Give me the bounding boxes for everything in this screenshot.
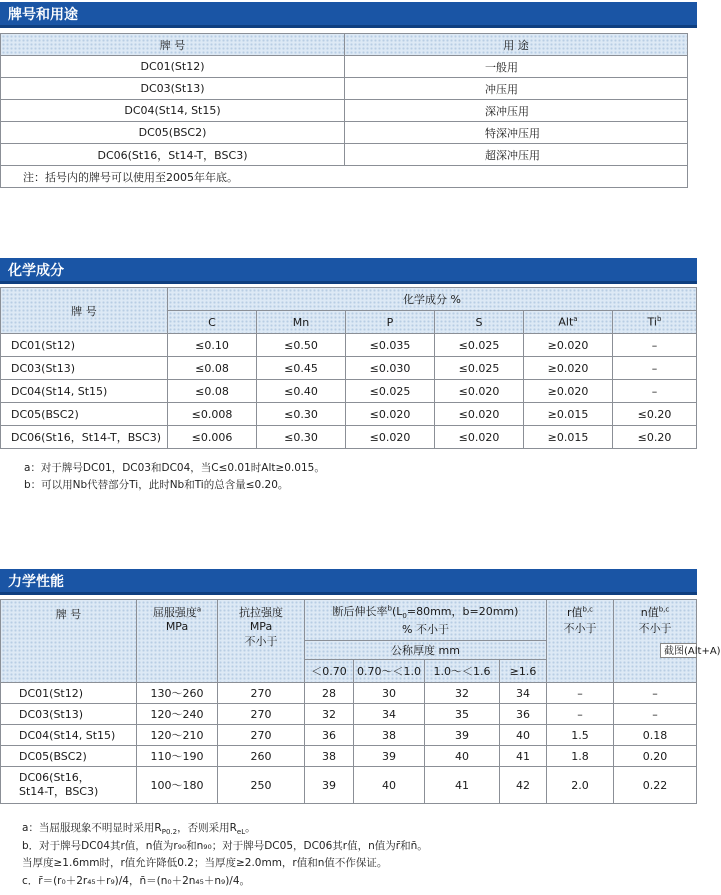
table-row [1, 144, 688, 166]
value-cell: 1.8 [547, 746, 614, 767]
value-cell: ≤0.30 [257, 426, 346, 449]
value-cell: 2.0 [547, 767, 614, 804]
header-grade: 牌 号 [1, 288, 168, 334]
grade-cell: DC06(St16，St14-T，BSC3) [1, 426, 168, 449]
value-cell: ≤0.025 [435, 357, 524, 380]
note-row [1, 166, 688, 188]
grade-cell: DC01(St12) [1, 56, 345, 78]
footnote-c: c．r̄＝(r₀＋2r₄₅＋r₉)/4，n̄＝(n₀＋2n₄₅＋n₉)/4。 [22, 875, 251, 887]
value-cell: 260 [218, 746, 305, 767]
value-cell: 110～190 [137, 746, 218, 767]
header-grade: 牌 号 [1, 34, 345, 56]
value-cell: 36 [500, 704, 547, 725]
value-cell: 38 [305, 746, 354, 767]
use-cell: 冲压用 [345, 78, 688, 100]
grade-cell: DC04(St14, St15) [1, 725, 137, 746]
grades-uses-table [0, 33, 688, 188]
value-cell: 42 [500, 767, 547, 804]
header-thick-col: 0.70～＜1.0 [354, 660, 425, 683]
header-use: 用 途 [345, 34, 688, 56]
value-cell: 39 [305, 767, 354, 804]
value-cell: 40 [500, 725, 547, 746]
value-cell: 38 [354, 725, 425, 746]
value-cell: ≤0.008 [168, 403, 257, 426]
value-cell: ≤0.035 [346, 334, 435, 357]
value-cell: ≤0.020 [346, 403, 435, 426]
value-cell: 270 [218, 725, 305, 746]
use-cell: 一般用 [345, 56, 688, 78]
section-header-grades-uses [0, 2, 697, 28]
value-cell: 120～240 [137, 704, 218, 725]
value-cell: 41 [425, 767, 500, 804]
value-cell: 30 [354, 683, 425, 704]
value-cell: 40 [354, 767, 425, 804]
table-row [1, 78, 688, 100]
screenshot-tooltip: 截图(Alt+A) [660, 643, 697, 658]
header-elongation: 断后伸长率$^b(L_0=80mm$，b=20mm) % 不小于 [305, 600, 547, 641]
value-cell: ≤0.020 [435, 403, 524, 426]
header-thick-col: ≥1.6 [500, 660, 547, 683]
use-cell: 超深冲压用 [345, 144, 688, 166]
value-cell: ≤0.006 [168, 426, 257, 449]
value-cell: 0.18 [614, 725, 697, 746]
table-row [1, 56, 688, 78]
value-cell: – [613, 357, 697, 380]
value-cell: – [614, 704, 697, 725]
header-ti: Ti$^b$ [613, 311, 697, 334]
value-cell: – [614, 683, 697, 704]
section-title: 牌号和用途 [8, 7, 78, 23]
footnote-a: a：对于牌号DC01，DC03和DC04，当C≤0.01时Alt≥0.015。 [24, 462, 325, 474]
grade-cell: DC06(St16，St14-T，BSC3) [1, 144, 345, 166]
value-cell: ≤0.20 [613, 426, 697, 449]
header-r-value: r值$^{b,c}$ 不小于 [547, 600, 614, 683]
value-cell: 270 [218, 683, 305, 704]
value-cell: 0.20 [614, 746, 697, 767]
table-row [1, 380, 697, 403]
value-cell: ≤0.020 [435, 380, 524, 403]
value-cell: 34 [354, 704, 425, 725]
value-cell: ≤0.025 [435, 334, 524, 357]
value-cell: ≥0.020 [524, 334, 613, 357]
value-cell: ≥0.020 [524, 357, 613, 380]
value-cell: – [547, 704, 614, 725]
table-row [1, 100, 688, 122]
header-tensile: 抗拉强度 MPa 不小于 [218, 600, 305, 683]
table-row [1, 334, 697, 357]
value-cell: 1.5 [547, 725, 614, 746]
value-cell: 35 [425, 704, 500, 725]
table-row [1, 704, 697, 725]
grade-cell: DC03(St13) [1, 704, 137, 725]
section-title: 力学性能 [8, 574, 64, 590]
value-cell: 100～180 [137, 767, 218, 804]
value-cell: 41 [500, 746, 547, 767]
header-grade: 牌 号 [1, 600, 137, 683]
value-cell: 250 [218, 767, 305, 804]
grade-cell: DC01(St12) [1, 334, 168, 357]
table-row [1, 357, 697, 380]
value-cell: 270 [218, 704, 305, 725]
value-cell: ≤0.08 [168, 357, 257, 380]
value-cell: 34 [500, 683, 547, 704]
value-cell: 36 [305, 725, 354, 746]
header-p: P [346, 311, 435, 334]
value-cell: ≤0.020 [346, 426, 435, 449]
table-row [1, 746, 697, 767]
header-yield: 屈服强度$^a$ MPa [137, 600, 218, 683]
table-row [1, 767, 697, 804]
value-cell: – [613, 334, 697, 357]
section-title: 化学成分 [8, 263, 64, 279]
header-alt: Alt$^a$ [524, 311, 613, 334]
header-thickness: 公称厚度 mm [305, 641, 547, 660]
grade-cell: DC05(BSC2) [1, 746, 137, 767]
table-row [1, 403, 697, 426]
chemical-table [0, 287, 697, 449]
value-cell: ≤0.30 [257, 403, 346, 426]
value-cell: 40 [425, 746, 500, 767]
value-cell: ≤0.50 [257, 334, 346, 357]
value-cell: 39 [425, 725, 500, 746]
table-header-row [1, 600, 697, 641]
value-cell: ≥0.020 [524, 380, 613, 403]
use-cell: 深冲压用 [345, 100, 688, 122]
grade-cell: DC05(BSC2) [1, 122, 345, 144]
table-header-row [1, 34, 688, 56]
value-cell: ≥0.015 [524, 426, 613, 449]
header-composition: 化学成分 % [168, 288, 697, 311]
value-cell: ≤0.025 [346, 380, 435, 403]
grade-cell: DC06(St16，St14-T，BSC3) [1, 767, 137, 804]
table-row [1, 122, 688, 144]
footnote-b: b．对于牌号DC04其r值，n值为r₉₀和n₉₀；对于牌号DC05，DC06其r值，n值为r̄和n̄。 [22, 840, 428, 852]
footnote-b: b：可以用Nb代替部分Ti，此时Nb和Ti的总含量≤0.20。 [24, 479, 289, 491]
value-cell: – [613, 380, 697, 403]
grade-cell: DC03(St13) [1, 78, 345, 100]
value-cell: ≥0.015 [524, 403, 613, 426]
value-cell: ≤0.40 [257, 380, 346, 403]
header-n-value: n值$^{b,c}$ 不小于 [614, 600, 697, 683]
value-cell: ≤0.030 [346, 357, 435, 380]
section-header-mechanical [0, 569, 697, 595]
header-s: S [435, 311, 524, 334]
use-cell: 特深冲压用 [345, 122, 688, 144]
value-cell: 28 [305, 683, 354, 704]
value-cell: 120～210 [137, 725, 218, 746]
value-cell: ≤0.020 [435, 426, 524, 449]
footnote-a: a：当屈服现象不明显时采用$R_{P0.2}$，否则采用$R_{eL}$。 [22, 822, 256, 837]
value-cell: 32 [425, 683, 500, 704]
footnote-b-continued: 当厚度≥1.6mm时，r值允许降低0.2；当厚度≥2.0mm，r值和n值不作保证。 [22, 857, 388, 869]
header-c: C [168, 311, 257, 334]
section-header-chemical [0, 258, 697, 284]
value-cell: ≤0.08 [168, 380, 257, 403]
grade-cell: DC05(BSC2) [1, 403, 168, 426]
value-cell: 32 [305, 704, 354, 725]
grade-cell: DC04(St14, St15) [1, 380, 168, 403]
value-cell: 0.22 [614, 767, 697, 804]
value-cell: ≤0.45 [257, 357, 346, 380]
table-row [1, 683, 697, 704]
header-thick-col: ＜0.70 [305, 660, 354, 683]
table-row [1, 725, 697, 746]
value-cell: ≤0.20 [613, 403, 697, 426]
value-cell: 39 [354, 746, 425, 767]
grade-cell: DC01(St12) [1, 683, 137, 704]
value-cell: 130～260 [137, 683, 218, 704]
value-cell: – [547, 683, 614, 704]
grade-cell: DC03(St13) [1, 357, 168, 380]
table-row [1, 426, 697, 449]
header-mn: Mn [257, 311, 346, 334]
header-thick-col: 1.0～＜1.6 [425, 660, 500, 683]
note-text: 注：括号内的牌号可以使用至2005年年底。 [1, 166, 688, 188]
grade-cell: DC04(St14, St15) [1, 100, 345, 122]
table-header-row [1, 288, 697, 311]
value-cell: ≤0.10 [168, 334, 257, 357]
mechanical-table [0, 599, 697, 804]
